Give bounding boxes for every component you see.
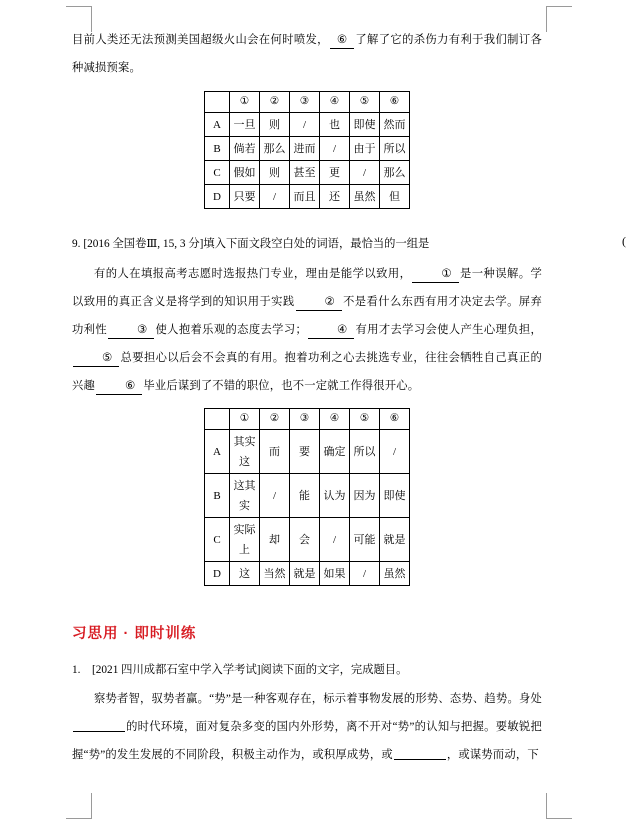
table1-c-4: 更 [320,161,350,185]
table1-c-5: / [350,161,380,185]
table1-d-3: 而且 [290,185,320,209]
answer-paren-partial: ( [622,234,626,248]
table-row [205,161,410,185]
section-heading: 习思用 · 即时训练 [72,626,197,642]
table2-row-b-label: B [205,474,230,518]
table-row [205,430,410,474]
q1-seg-2: 的时代环境，面对复杂多变的国内外形势，离不开对“势”的认知与把握。要敏锐把握“势”的发生发展的不同阶段，积极主动作为，或积厚成势，或 [72,721,542,761]
document-body [72,26,542,769]
table2-c-2: 却 [260,518,290,562]
table2-d-1: 这 [230,562,260,586]
question-1-prompt: 阅读下面的文字，完成题目。 [260,664,408,676]
table1-d-4: 还 [320,185,350,209]
q9-seg-10: 总要担心以后会不会真的有用。抱着功利之心去挑选专业，往往会牺牲自己真正的兴趣 [72,352,542,392]
table2-d-4: 如果 [320,562,350,586]
table-row [205,562,410,586]
table1-a-4: 也 [320,113,350,137]
table1-a-2: 则 [260,113,290,137]
table2-c-6: 就是 [380,518,410,562]
q1-blank-1 [73,720,125,732]
crop-mark-bottom-right-icon [546,793,572,819]
table1-b-4: / [320,137,350,161]
table2-header-blank [205,409,230,430]
table1-row-d-label: D [205,185,230,209]
table2-d-3: 就是 [290,562,320,586]
table2-b-5: 因为 [350,474,380,518]
question-9-passage [72,260,542,400]
q9-blank-5: ⑤ [73,350,119,367]
top-paragraph-after-blank: 了解了它的杀伤力有利于我们制订各种减损预案。 [72,34,543,74]
table2-row-d-label: D [205,562,230,586]
q1-seg-0: 察势者智，驭势者赢。“势”是一种客观存在，标示着事物发展的形势、态势、趋势。身处 [94,693,542,705]
table2-b-1: 这其实 [230,474,260,518]
table2-header-1: ① [230,409,260,430]
table-row [205,113,410,137]
table2-b-2: / [260,474,290,518]
table2-a-2: 而 [260,430,290,474]
table1-header-5: ⑤ [350,92,380,113]
question-1-passage [72,685,542,769]
table2-b-3: 能 [290,474,320,518]
table2-d-5: / [350,562,380,586]
table1-c-2: 则 [260,161,290,185]
top-paragraph [72,26,542,82]
table1-a-6: 然而 [380,113,410,137]
table2-row-c-label: C [205,518,230,562]
q9-seg-4: 不是看什么东西有用才决定去学。屏弃功利性 [72,296,542,336]
options-table-2-wrapper [72,408,542,586]
table2-row-a-label: A [205,430,230,474]
q9-seg-8: 有用才去学习会使人产生心理负担， [355,324,542,336]
table1-row-b-label: B [205,137,230,161]
top-paragraph-before-blank: 目前人类还无法预测美国超级火山会在何时喷发， [72,34,329,46]
table1-header-2: ② [260,92,290,113]
table1-a-1: 一旦 [230,113,260,137]
table2-a-3: 要 [290,430,320,474]
table1-b-6: 所以 [380,137,410,161]
table2-a-6: / [380,430,410,474]
table2-b-4: 认为 [320,474,350,518]
question-1-number: 1. [72,664,81,676]
table1-header-1: ① [230,92,260,113]
table-header-row [205,92,410,113]
table2-c-5: 可能 [350,518,380,562]
table2-header-5: ⑤ [350,409,380,430]
table1-header-blank [205,92,230,113]
table1-d-1: 只要 [230,185,260,209]
q9-blank-3: ③ [108,322,154,339]
question-1-source: [2021 四川成都石室中学入学考试] [92,664,261,676]
table1-d-5: 虽然 [350,185,380,209]
q9-seg-0: 有的人在填报高考志愿时选报热门专业，理由是能学以致用， [94,268,412,280]
table1-d-6: 但 [380,185,410,209]
table1-c-6: 那么 [380,161,410,185]
table1-b-3: 进而 [290,137,320,161]
table1-row-c-label: C [205,161,230,185]
table2-header-3: ③ [290,409,320,430]
table1-row-a-label: A [205,113,230,137]
q9-blank-1: ① [412,266,458,283]
q9-blank-6: ⑥ [96,378,142,395]
crop-mark-top-right-icon [546,6,572,32]
table1-c-1: 假如 [230,161,260,185]
table1-b-2: 那么 [260,137,290,161]
table1-b-1: 倘若 [230,137,260,161]
question-9-number: 9. [72,238,81,250]
table1-c-3: 甚至 [290,161,320,185]
table1-d-2: / [260,185,290,209]
table-row [205,185,410,209]
blank-6: ⑥ [330,32,354,49]
options-table-2 [204,408,410,586]
options-table-1 [204,91,410,209]
table2-header-6: ⑥ [380,409,410,430]
question-9-heading [72,230,542,258]
q9-seg-12: 毕业后谋到了不错的职位，也不一定就工作得很开心。 [143,380,420,392]
table2-a-4: 确定 [320,430,350,474]
table2-header-4: ④ [320,409,350,430]
table2-d-2: 当然 [260,562,290,586]
question-9-prompt: 填入下面文段空白处的词语，最恰当的一组是 [203,238,430,250]
q9-seg-2: 是一种误解。学以致用的真正含义是将学到的知识用于实践 [72,268,543,308]
table1-header-4: ④ [320,92,350,113]
q9-seg-6: 使人抱着乐观的态度去学习； [155,324,307,336]
table2-header-2: ② [260,409,290,430]
table1-a-5: 即使 [350,113,380,137]
table1-a-3: / [290,113,320,137]
table-header-row [205,409,410,430]
table2-a-5: 所以 [350,430,380,474]
table-row [205,137,410,161]
q9-blank-2: ② [296,294,342,311]
q1-blank-2 [394,748,446,760]
table2-c-1: 实际上 [230,518,260,562]
options-table-1-wrapper [72,91,542,209]
q9-blank-4: ④ [308,322,354,339]
q1-seg-4: ，或谋势而动，下 [446,749,539,761]
table2-b-6: 即使 [380,474,410,518]
table1-header-3: ③ [290,92,320,113]
crop-mark-bottom-left-icon [66,793,92,819]
table2-d-6: 虽然 [380,562,410,586]
table2-a-1: 其实这 [230,430,260,474]
table2-c-3: 会 [290,518,320,562]
table1-b-5: 由于 [350,137,380,161]
question-9-source: [2016 全国卷Ⅲ, 15, 3 分] [83,238,204,250]
table1-header-6: ⑥ [380,92,410,113]
table-row [205,474,410,518]
table-row [205,518,410,562]
table2-c-4: / [320,518,350,562]
question-1-heading [72,656,542,684]
